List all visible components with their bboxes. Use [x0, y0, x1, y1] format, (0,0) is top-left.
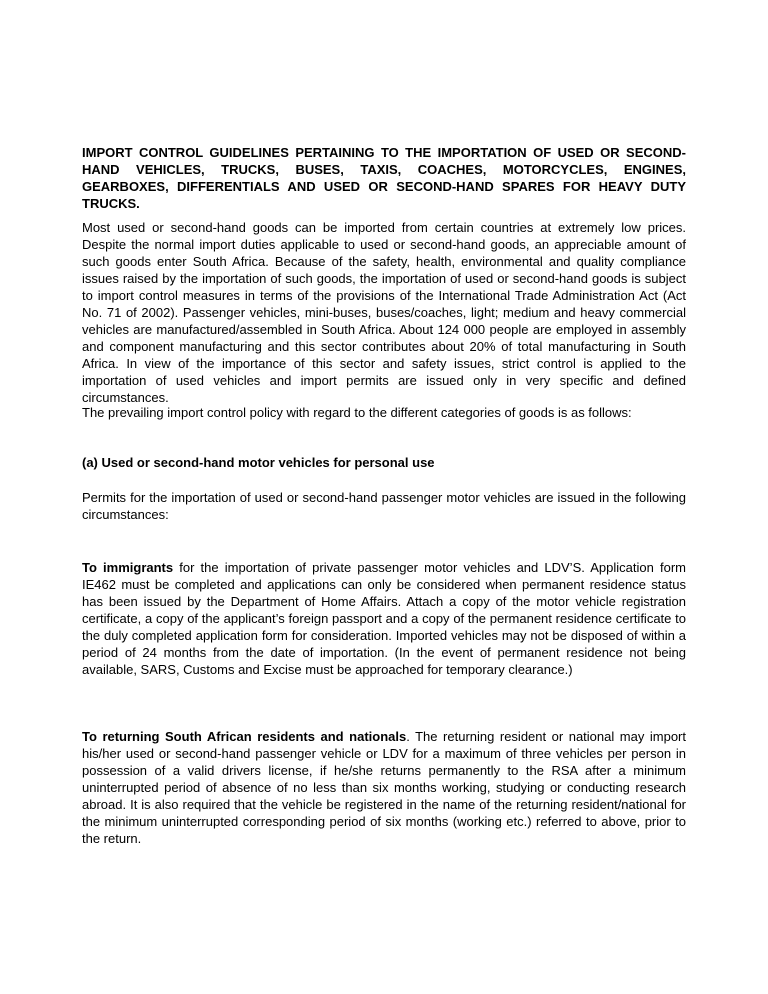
- returning-text: . The returning resident or national may import his/her used or second-hand passenger vehicle or LDV for a maximum of three vehicles per person in possession of a valid drivers license, if he/she returns permanently to the RSA after a minimum uninterrupted period of absence of no less than six months working, studying or conducting research abroad. It is also required that the vehicle be registered in the name of the returning resident/national for the minimum uninterrupted corresponding period of six months (working etc.) referred to above, prior to the return.: [82, 729, 686, 846]
- immigrants-lead: To immigrants: [82, 560, 174, 575]
- returning-lead: To returning South African residents and nationals: [82, 729, 407, 744]
- intro-paragraph: Most used or second-hand goods can be imported from certain countries at extremely low prices. Despite the normal import duties applicable to used or second-hand goods, an appreciable amount of such goods enter South Africa. Because of the safety, health, environmental and quality compliance issues raised by the importation of such goods, the importation of used or second-hand goods is subject to import control measures in terms of the provisions of the International Trade Administration Act (Act No. 71 of 2002). Passenger vehicles, mini-buses, buses/coaches, light; medium and heavy commercial vehicles are manufactured/assembled in South Africa. About 124 000 people are employed in assembly and component manufacturing and this sector contributes about 20% of total manufacturing in South Africa. In view of the importance of this sector and safety issues, strict control is applied to the importation of used vehicles and import permits are issued only in very specific and defined circumstances.: [82, 220, 686, 405]
- document-title: IMPORT CONTROL GUIDELINES PERTAINING TO THE IMPORTATION OF USED OR SECOND-HAND VEHICLES, TRUCKS, BUSES, TAXIS, COACHES, MOTORCYCLES, ENGINES, GEARBOXES, DIFFERENTIALS AND USED OR SECOND-HAND SPARES FOR HEAVY DUTY TRUCKS.: [82, 145, 686, 211]
- immigrants-text: for the importation of private passenger motor vehicles and LDV’S. Application form IE462 must be completed and applications can only be considered when permanent residence status has been issued by the Department of Home Affairs. Attach a copy of the motor vehicle registration certificate, a copy of the applicant’s foreign passport and a copy of the permanent residence certificate to the duly completed application form for consideration. Imported vehicles may not be disposed of within a period of 24 months from the date of importation. (In the event of permanent residence not being available, SARS, Customs and Excise must be approached for temporary clearance.): [82, 560, 686, 677]
- returning-paragraph: [82, 728, 686, 847]
- permits-paragraph: Permits for the importation of used or second-hand passenger motor vehicles are issued in the following circumstances:: [82, 490, 686, 522]
- policy-paragraph: The prevailing import control policy with regard to the different categories of goods is as follows:: [82, 405, 632, 420]
- immigrants-paragraph: [82, 559, 686, 678]
- section-a-heading: (a) Used or second-hand motor vehicles for personal use: [82, 455, 435, 470]
